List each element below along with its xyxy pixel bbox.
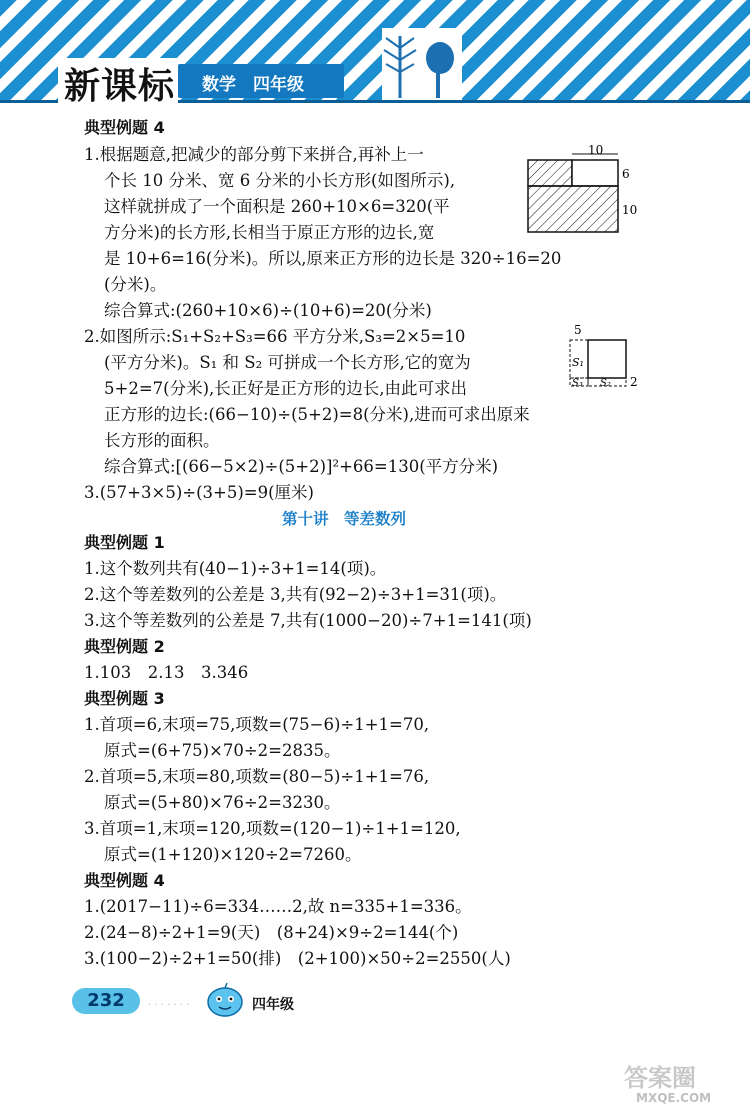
solution-line: 3.这个等差数列的公差是 7,共有(1000−20)÷7+1=141(项) — [84, 611, 532, 630]
example-heading: 典型例题 3 — [84, 689, 165, 708]
example-heading: 典型例题 2 — [84, 637, 165, 656]
example-heading: 典型例题 1 — [84, 533, 165, 552]
fig2-left-label: 5 — [574, 323, 582, 337]
example-heading: 典型例题 4 — [84, 871, 165, 890]
solution-line: 是 10+6=16(分米)。所以,原来正方形的边长是 320÷16=20 — [104, 249, 562, 268]
solution-line: 原式=(1+120)×120÷2=7260。 — [104, 845, 362, 864]
fig2-s1-label: S₁ — [572, 356, 584, 369]
solution-line: 原式=(5+80)×76÷2=3230。 — [104, 793, 341, 812]
solution-line: (平方分米)。S₁ 和 S₂ 可拼成一个长方形,它的宽为 — [104, 353, 471, 372]
answer-line: 1.103 2.13 3.346 — [84, 663, 249, 682]
solution-line: 1.这个数列共有(40−1)÷3+1=14(项)。 — [84, 559, 387, 578]
site-watermark-logo — [620, 1062, 744, 1104]
fig1-top-label: 10 — [588, 144, 604, 157]
solution-line: 2.如图所示:S₁+S₂+S₃=66 平方分米,S₃=2×5=10 — [84, 327, 466, 346]
solution-line: 3.首项=1,末项=120,项数=(120−1)÷1+1=120, — [84, 819, 461, 838]
example-heading: 典型例题 4 — [84, 118, 165, 137]
fig1-right-top-label: 6 — [622, 167, 630, 181]
fig1-right-bottom-label: 10 — [622, 203, 638, 217]
solution-line: 方分米)的长方形,长相当于原正方形的边长,宽 — [104, 223, 435, 242]
svg-text:答案圈: 答案圈 — [624, 1064, 696, 1092]
svg-text:MXQE.COM: MXQE.COM — [636, 1091, 712, 1104]
solution-line: 2.这个等差数列的公差是 3,共有(92−2)÷3+1=31(项)。 — [84, 585, 507, 604]
solution-line: 长方形的面积。 — [104, 431, 220, 450]
fig2-s2-label: S₂ — [600, 378, 611, 389]
combined-formula: 综合算式:[(66−5×2)÷(5+2)]²+66=130(平方分米) — [104, 457, 499, 476]
solution-line: 2.首项=5,末项=80,项数=(80−5)÷1+1=76, — [84, 767, 430, 786]
solution-line: 正方形的边长:(66−10)÷(5+2)=8(分米),进而可求出原来 — [104, 405, 530, 424]
solution-line: 3.(57+3×5)÷(3+5)=9(厘米) — [84, 483, 314, 502]
solution-line: (分米)。 — [104, 275, 167, 294]
solution-line: 原式=(6+75)×70÷2=2835。 — [104, 741, 341, 760]
footer-grade: 四年级 — [252, 997, 294, 1013]
combined-formula: 综合算式:(260+10×6)÷(10+6)=20(分米) — [104, 301, 432, 320]
solution-line: 5+2=7(分米),长正好是正方形的边长,由此可求出 — [104, 379, 468, 398]
solution-line: 1.(2017−11)÷6=334……2,故 n=335+1=336。 — [84, 897, 472, 916]
series-brand: 新课标 — [64, 66, 176, 107]
solution-line: 2.(24−8)÷2+1=9(天) (8+24)×9÷2=144(个) — [84, 923, 459, 942]
solution-line: 1.首项=6,末项=75,项数=(75−6)÷1+1=70, — [84, 715, 430, 734]
fig2-s3-label: S₃ — [572, 378, 583, 389]
solution-line: 这样就拼成了一个面积是 260+10×6=320(平 — [104, 197, 450, 216]
rectangle-splice-figure — [524, 144, 640, 236]
solution-line: 个长 10 分米、宽 6 分米的小长方形(如图所示), — [104, 171, 456, 190]
mascot-icon — [205, 982, 245, 1018]
page-number: 232 — [72, 988, 140, 1014]
solution-line: 3.(100−2)÷2+1=50(排) (2+100)×50÷2=2550(人) — [84, 949, 511, 968]
tree-decoration-icon — [382, 28, 462, 100]
square-strips-figure — [564, 322, 644, 390]
subject-label: 数学 四年级 — [202, 75, 304, 95]
solution-line: 1.根据题意,把减少的部分剪下来拼合,再补上一 — [84, 145, 424, 164]
section-title: 第十讲 等差数列 — [282, 510, 407, 528]
footer-dotted-rule: · · · · · · · — [148, 1000, 190, 1011]
fig2-right-label: 2 — [630, 375, 638, 389]
